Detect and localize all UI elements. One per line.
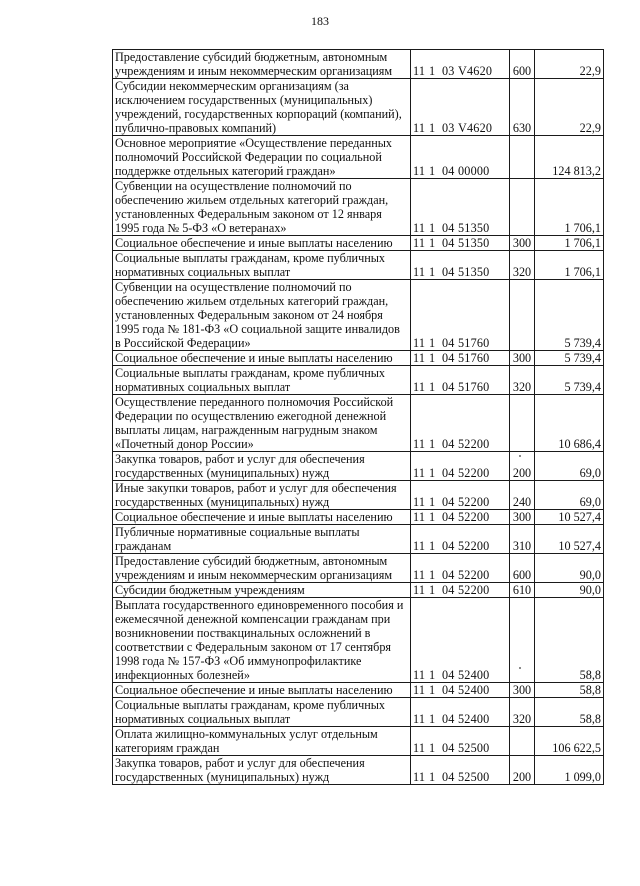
page-number: 183 [311,14,329,28]
row-code [411,756,510,785]
row-name: Субвенции на осуществление полномочий по обеспечению жильем отдельных категорий граждан, установленных Федеральным законом от 12 января 1995 года № 5-ФЗ «О ветеранах» [113,179,411,236]
row-name: Осуществление переданного полномочия Российской Федерации по осуществлению ежегодной денежной выплаты лицам, награжденным нагрудным знаком «Почетный донор России» [113,395,411,452]
code-part-c3: 04 [442,236,455,250]
code-part-c4: 51760 [458,380,490,394]
row-amount: 58,8 [535,598,604,683]
code-part-c2: 1 [429,380,436,394]
table-row [113,452,604,481]
row-code [411,366,510,395]
code-part-c3: 04 [442,164,455,178]
code-part-c1: 11 [413,770,426,784]
code-part-c3: 04 [442,712,455,726]
row-amount: 1 706,1 [535,236,604,251]
code-part-c2: 1 [429,741,436,755]
code-part-c3: 04 [442,741,455,755]
code-part-c3: 04 [442,336,455,350]
row-amount: 5 739,4 [535,280,604,351]
row-expense-type: 600 [510,554,535,583]
code-part-c4: 51350 [458,265,490,279]
row-code [411,525,510,554]
code-part-c2: 1 [429,683,436,697]
row-name: Иные закупки товаров, работ и услуг для обеспечения государственных (муниципальных) нужд [113,481,411,510]
code-part-c2: 1 [429,539,436,553]
table-row [113,251,604,280]
code-part-c2: 1 [429,64,436,78]
code-part-c1: 11 [413,539,426,553]
code-part-c4: 52400 [458,683,490,697]
row-amount: 58,8 [535,698,604,727]
row-name: Социальное обеспечение и иные выплаты населению [113,510,411,525]
code-part-c1: 11 [413,164,426,178]
row-code [411,698,510,727]
table-row [113,727,604,756]
code-part-c4: 51350 [458,221,490,235]
code-part-c4: V4620 [458,64,493,78]
row-expense-type [510,136,535,179]
row-code [411,251,510,280]
row-expense-type: 300 [510,683,535,698]
row-amount: 106 622,5 [535,727,604,756]
table-row [113,481,604,510]
scan-speck [519,455,521,457]
scan-speck [519,667,521,669]
code-part-c1: 11 [413,437,426,451]
code-part-c4: V4620 [458,121,493,135]
row-name: Социальное обеспечение и иные выплаты населению [113,351,411,366]
code-part-c2: 1 [429,164,436,178]
row-code [411,351,510,366]
row-name: Закупка товаров, работ и услуг для обеспечения государственных (муниципальных) нужд [113,756,411,785]
code-part-c3: 04 [442,539,455,553]
table-row [113,583,604,598]
code-part-c4: 52200 [458,568,490,582]
row-expense-type: 320 [510,251,535,280]
code-part-c1: 11 [413,380,426,394]
row-expense-type: 300 [510,510,535,525]
budget-table [112,49,604,785]
table-row [113,598,604,683]
row-name: Предоставление субсидий бюджетным, автономным учреждениям и иным некоммерческим организациям [113,554,411,583]
code-part-c1: 11 [413,121,426,135]
row-amount: 10 527,4 [535,510,604,525]
row-code [411,280,510,351]
code-part-c2: 1 [429,668,436,682]
row-expense-type [510,280,535,351]
row-amount: 22,9 [535,79,604,136]
code-part-c3: 04 [442,568,455,582]
code-part-c1: 11 [413,741,426,755]
row-name: Социальные выплаты гражданам, кроме публичных нормативных социальных выплат [113,251,411,280]
row-amount: 58,8 [535,683,604,698]
code-part-c1: 11 [413,683,426,697]
row-expense-type: 610 [510,583,535,598]
code-part-c2: 1 [429,437,436,451]
code-part-c2: 1 [429,568,436,582]
code-part-c2: 1 [429,351,436,365]
code-part-c3: 04 [442,221,455,235]
code-part-c1: 11 [413,712,426,726]
row-expense-type [510,598,535,683]
row-expense-type: 630 [510,79,535,136]
row-name: Предоставление субсидий бюджетным, автономным учреждениям и иным некоммерческим организациям [113,50,411,79]
code-part-c3: 04 [442,466,455,480]
code-part-c1: 11 [413,510,426,524]
code-part-c2: 1 [429,265,436,279]
row-name: Социальные выплаты гражданам, кроме публичных нормативных социальных выплат [113,366,411,395]
row-amount: 10 527,4 [535,525,604,554]
row-amount: 1 706,1 [535,251,604,280]
code-part-c4: 52200 [458,495,490,509]
row-amount: 90,0 [535,583,604,598]
code-part-c3: 04 [442,683,455,697]
row-name: Субсидии бюджетным учреждениям [113,583,411,598]
code-part-c1: 11 [413,336,426,350]
row-name: Закупка товаров, работ и услуг для обеспечения государственных (муниципальных) нужд [113,452,411,481]
code-part-c3: 04 [442,351,455,365]
row-code [411,727,510,756]
row-expense-type: 600 [510,50,535,79]
code-part-c2: 1 [429,712,436,726]
row-amount: 10 686,4 [535,395,604,452]
code-part-c3: 04 [442,583,455,597]
row-name: Субвенции на осуществление полномочий по обеспечению жильем отдельных категорий граждан, установленных Федеральным законом от 24 ноября 1995 года № 181-ФЗ «О социальной защите инвалидов в Российской Федерации» [113,280,411,351]
row-code [411,554,510,583]
code-part-c4: 52200 [458,466,490,480]
code-part-c2: 1 [429,336,436,350]
row-amount: 90,0 [535,554,604,583]
row-code [411,79,510,136]
code-part-c4: 52500 [458,770,490,784]
table-row [113,756,604,785]
row-code [411,136,510,179]
row-expense-type: 310 [510,525,535,554]
table-row [113,179,604,236]
code-part-c4: 51350 [458,236,490,250]
row-amount: 5 739,4 [535,351,604,366]
code-part-c1: 11 [413,236,426,250]
code-part-c4: 51760 [458,351,490,365]
code-part-c4: 51760 [458,336,490,350]
code-part-c3: 04 [442,380,455,394]
code-part-c1: 11 [413,495,426,509]
code-part-c1: 11 [413,351,426,365]
row-amount: 124 813,2 [535,136,604,179]
row-amount: 1 706,1 [535,179,604,236]
row-name: Социальное обеспечение и иные выплаты населению [113,683,411,698]
code-part-c1: 11 [413,668,426,682]
row-amount: 69,0 [535,481,604,510]
code-part-c2: 1 [429,770,436,784]
code-part-c2: 1 [429,495,436,509]
code-part-c3: 04 [442,437,455,451]
code-part-c1: 11 [413,64,426,78]
code-part-c3: 04 [442,668,455,682]
table-row [113,683,604,698]
row-name: Выплата государственного единовременного пособия и ежемесячной денежной компенсации гражданам при возникновении поствакцинальных осложнений в соответствии с Федеральным законом от 17 сентября 1998 года № 157-ФЗ «Об иммунопрофилактике инфекционных болезней» [113,598,411,683]
row-code [411,50,510,79]
row-expense-type: 200 [510,756,535,785]
code-part-c3: 03 [442,64,455,78]
code-part-c2: 1 [429,510,436,524]
code-part-c4: 52200 [458,437,490,451]
row-code [411,236,510,251]
table-row [113,525,604,554]
row-expense-type: 240 [510,481,535,510]
code-part-c4: 52200 [458,583,490,597]
row-expense-type [510,727,535,756]
row-expense-type: 300 [510,351,535,366]
table-row [113,351,604,366]
table-row [113,50,604,79]
row-name: Основное мероприятие «Осуществление переданных полномочий Российской Федерации по социальной поддержке отдельных категорий граждан» [113,136,411,179]
code-part-c1: 11 [413,466,426,480]
row-expense-type: 320 [510,366,535,395]
code-part-c1: 11 [413,568,426,582]
row-code [411,598,510,683]
table-row [113,510,604,525]
code-part-c2: 1 [429,236,436,250]
row-name: Социальные выплаты гражданам, кроме публичных нормативных социальных выплат [113,698,411,727]
code-part-c2: 1 [429,221,436,235]
code-part-c3: 04 [442,265,455,279]
row-expense-type: 200 [510,452,535,481]
row-code [411,452,510,481]
code-part-c4: 00000 [458,164,490,178]
code-part-c2: 1 [429,466,436,480]
row-expense-type [510,395,535,452]
code-part-c4: 52400 [458,668,490,682]
code-part-c1: 11 [413,221,426,235]
code-part-c3: 03 [442,121,455,135]
row-name: Оплата жилищно-коммунальных услуг отдельным категориям граждан [113,727,411,756]
code-part-c3: 04 [442,495,455,509]
row-name: Социальное обеспечение и иные выплаты населению [113,236,411,251]
row-code [411,583,510,598]
row-amount: 69,0 [535,452,604,481]
row-amount: 1 099,0 [535,756,604,785]
code-part-c4: 52500 [458,741,490,755]
code-part-c2: 1 [429,583,436,597]
table-row [113,554,604,583]
code-part-c3: 04 [442,510,455,524]
row-expense-type: 320 [510,698,535,727]
table-row [113,366,604,395]
code-part-c3: 04 [442,770,455,784]
table-row [113,136,604,179]
row-expense-type: 300 [510,236,535,251]
row-code [411,510,510,525]
code-part-c4: 52400 [458,712,490,726]
row-name: Субсидии некоммерческим организациям (за исключением государственных (муниципальных) учреждений, государственных корпораций (компаний), публично-правовых компаний) [113,79,411,136]
row-name: Публичные нормативные социальные выплаты гражданам [113,525,411,554]
code-part-c1: 11 [413,583,426,597]
row-amount: 22,9 [535,50,604,79]
row-expense-type [510,179,535,236]
table-row [113,236,604,251]
table-row [113,698,604,727]
row-amount: 5 739,4 [535,366,604,395]
table-row [113,395,604,452]
code-part-c4: 52200 [458,539,490,553]
table-body [113,50,604,785]
row-code [411,179,510,236]
row-code [411,481,510,510]
code-part-c4: 52200 [458,510,490,524]
code-part-c1: 11 [413,265,426,279]
row-code [411,683,510,698]
code-part-c2: 1 [429,121,436,135]
table-row [113,79,604,136]
table-row [113,280,604,351]
row-code [411,395,510,452]
